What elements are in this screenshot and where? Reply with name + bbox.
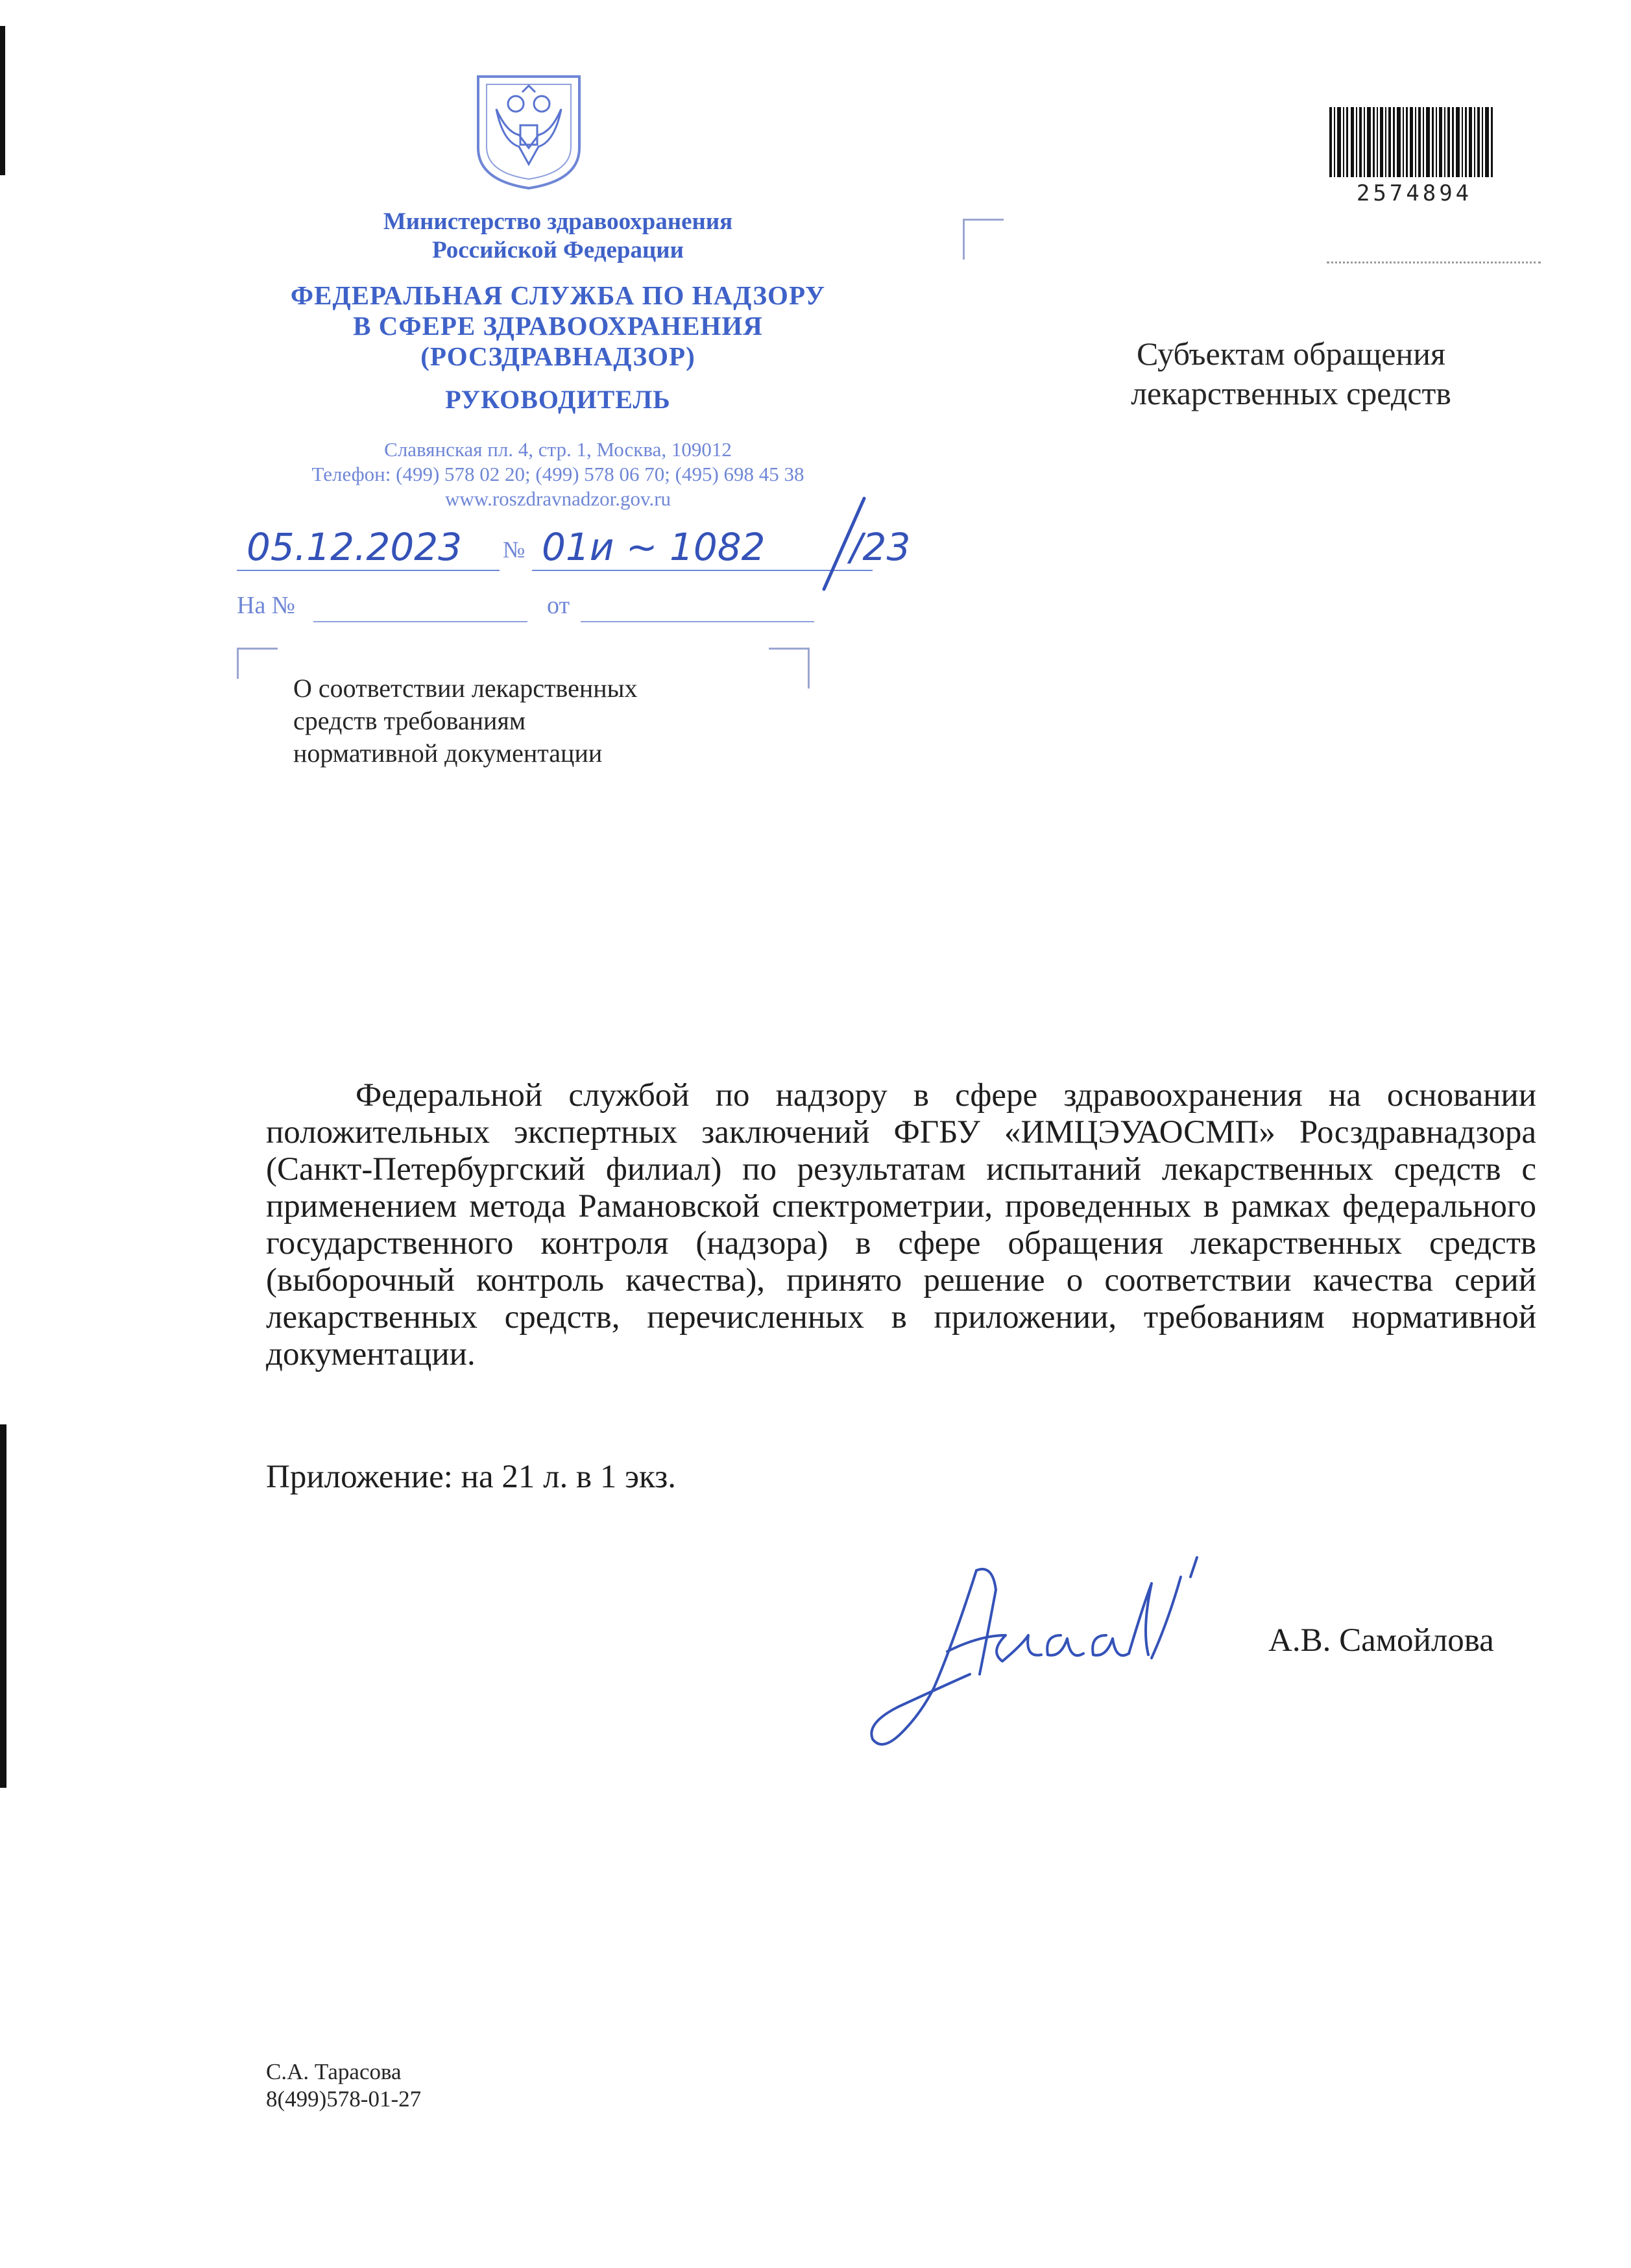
barcode [1327, 107, 1495, 182]
subject-line-2: средств требованиям [293, 706, 526, 735]
body-paragraph: Федеральной службой по надзору в сфере здравоохранения на основании положительных экспертных заключений ФГБУ «ИМЦЭУАОСМП» Росздравнадзора (Санкт-Петербургский филиал) по результатам испытаний лекарственных средств с применением метода Рамановской спектрометрии, проведенных в рамках федерального государственного контроля (надзора) в сфере обращения лекарственных средств (выборочный контроль качества), принято решение о соответствии качества серий лекарственных средств, перечисленных в приложении, требованиям нормативной документации. [266, 1077, 1536, 1372]
contact-name: С.А. Тарасова [266, 2059, 402, 2084]
addressee-corner-bracket [963, 219, 1004, 260]
scan-edge-mark-bottom [0, 1424, 6, 1788]
ministry-line-2: Российской Федерации [432, 237, 684, 263]
scan-edge-mark-top [0, 26, 5, 175]
addressee-line-1: Субъектам обращения [1137, 335, 1445, 372]
head-title: РУКОВОДИТЕЛЬ [445, 385, 671, 414]
handwritten-signature [863, 1538, 1226, 1759]
registration-date-underline [237, 570, 500, 571]
registration-number-suffix: /23 [850, 525, 911, 569]
service-line-3: (РОСЗДРАВНАДЗОР) [420, 341, 695, 371]
reply-from-label: от [547, 592, 570, 619]
ministry-name [234, 208, 882, 265]
service-name [201, 280, 915, 372]
letter-body [266, 1077, 1536, 1373]
addressee-line-2: лекарственных средств [1131, 375, 1451, 411]
coat-of-arms-emblem [470, 70, 587, 190]
contacts-block [201, 437, 915, 511]
subject-line-1: О соответствии лекарственных [293, 674, 638, 703]
barcode-number: 2574894 [1356, 180, 1473, 206]
reply-from-underline [581, 621, 814, 622]
contact-block [266, 2058, 655, 2113]
registration-number: 01и ~ 1082 [542, 525, 766, 569]
attachment-note: Приложение: на 21 л. в 1 экз. [266, 1459, 676, 1495]
ministry-line-1: Министерство здравоохранения [383, 208, 733, 235]
barcode-dotted-rule [1327, 262, 1541, 263]
subject-bracket-left [237, 648, 278, 679]
contact-phone: 8(499)578-01-27 [266, 2086, 422, 2112]
address-text: Славянская пл. 4, стр. 1, Москва, 109012 [384, 438, 732, 461]
website-link[interactable]: www.roszdravnadzor.gov.ru [444, 487, 671, 510]
reply-number-label: На № [237, 592, 296, 619]
registration-date: 05.12.2023 [247, 525, 463, 569]
registration-number-label: № [503, 537, 526, 563]
service-line-2: В СФЕРЕ ЗДРАВООХРАНЕНИЯ [353, 311, 763, 341]
reply-reference-line [237, 587, 821, 626]
registration-line [237, 524, 937, 583]
subject-line-3: нормативной документации [293, 738, 603, 768]
reply-number-underline [313, 621, 527, 622]
signer-name: А.В. Самойлова [1268, 1622, 1494, 1659]
phones-text: Телефон: (499) 578 02 20; (499) 578 06 70; (495) 698 45 38 [311, 463, 804, 485]
service-line-1: ФЕДЕРАЛЬНАЯ СЛУЖБА ПО НАДЗОРУ [290, 280, 826, 310]
addressee-block [1038, 334, 1544, 413]
subject-block [293, 672, 812, 770]
